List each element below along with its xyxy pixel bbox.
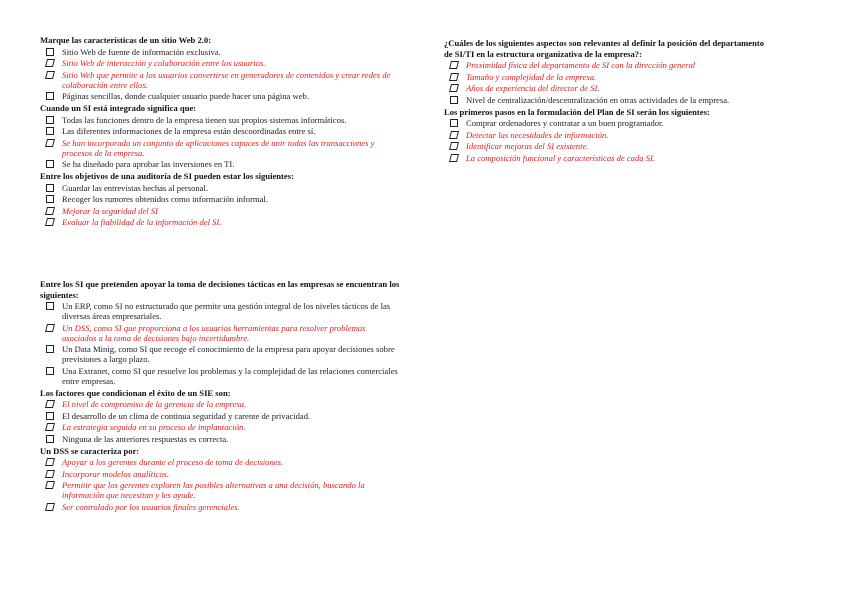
answer-option[interactable]	[444, 95, 774, 105]
checkbox-icon[interactable]	[45, 59, 55, 67]
answer-option[interactable]	[40, 206, 402, 216]
checkbox-icon[interactable]	[45, 470, 55, 478]
right-column	[444, 38, 774, 165]
checkbox-icon[interactable]	[46, 302, 54, 310]
checkbox-icon[interactable]	[46, 48, 54, 56]
option-text: Ser controlado por los usuarios finales gerenciales.	[62, 501, 240, 512]
checkbox-icon[interactable]	[46, 367, 54, 375]
question-block	[40, 35, 402, 101]
answer-option[interactable]	[444, 141, 774, 151]
checkbox-icon[interactable]	[449, 154, 459, 162]
answer-option[interactable]	[40, 217, 402, 227]
option-text: Sitio Web que permite a los usuarios convertirse en generadores de contenidos y crear redes de colaboración entre ellos.	[62, 69, 391, 90]
question-title: ¿Cuáles de los siguientes aspectos son relevantes al definir la posición del departamento de SI/TI en la estructura organizativa de la empresa?:	[444, 38, 765, 59]
option-text: Guardar las entrevistas hechas al personal.	[62, 182, 209, 193]
answer-option[interactable]	[40, 47, 402, 57]
answer-option[interactable]	[40, 399, 402, 409]
checkbox-icon[interactable]	[45, 218, 55, 226]
checkbox-icon[interactable]	[449, 84, 459, 92]
checkbox-icon[interactable]	[45, 139, 55, 147]
option-text: Se ha diseñado para aprobar las inversiones en TI.	[62, 159, 235, 169]
question-block	[40, 103, 402, 169]
checkbox-icon[interactable]	[46, 160, 54, 168]
option-text: Ninguna de las anteriores respuestas es correcta.	[62, 433, 229, 444]
question-title: Marque las características de un sitio Web 2.0:	[40, 35, 212, 45]
checkbox-icon[interactable]	[46, 127, 54, 135]
answer-option[interactable]	[444, 118, 774, 128]
answer-option[interactable]	[40, 411, 402, 421]
checkbox-icon[interactable]	[45, 503, 55, 511]
question-title: Los primeros pasos en la formulación del Plan de SI serán los siguientes:	[444, 106, 710, 117]
answer-option[interactable]	[444, 153, 774, 163]
option-text: Años de experiencia del director de SI.	[466, 83, 600, 93]
checkbox-icon[interactable]	[46, 184, 54, 192]
answer-option[interactable]	[40, 183, 402, 193]
left-top-column	[40, 35, 402, 229]
answer-option[interactable]	[40, 138, 402, 158]
checkbox-icon[interactable]	[45, 423, 55, 431]
option-text: Recoger los rumores obtenidos como información informal.	[62, 194, 268, 204]
option-text: Tamaño y complejidad de la empresa.	[466, 71, 597, 82]
answer-option[interactable]	[40, 58, 402, 68]
option-text: Las diferentes informaciones de la empresa están descoordinadas entre sí.	[62, 126, 316, 136]
option-text: Detectar las necesidades de información.	[466, 129, 609, 140]
answer-option[interactable]	[40, 70, 402, 90]
option-text: La composición funcional y características de cada SI.	[466, 152, 656, 163]
checkbox-icon[interactable]	[449, 131, 459, 139]
option-text: Una Extranet, como SI que resuelve los problemas y la complejidad de las relaciones comerciales entre empresas.	[62, 365, 398, 386]
checkbox-icon[interactable]	[449, 142, 459, 150]
answer-option[interactable]	[40, 434, 402, 444]
answer-option[interactable]	[40, 344, 402, 364]
question-block	[40, 446, 402, 512]
answer-option[interactable]	[40, 115, 402, 125]
option-text: Un ERP, como SI no estructurado que permite una gestión integral de los niveles tácticos de las diversas áreas empresariales.	[62, 301, 391, 321]
question-block	[444, 38, 774, 105]
left-bottom-column	[40, 279, 402, 514]
option-text: Identificar mejoras del SI existente.	[466, 141, 589, 151]
answer-option[interactable]	[40, 194, 402, 204]
checkbox-icon[interactable]	[449, 61, 459, 69]
option-text: Sitio Web de fuente de información exclusiva.	[62, 46, 221, 57]
checkbox-icon[interactable]	[449, 73, 459, 81]
checkbox-icon[interactable]	[46, 195, 54, 203]
question-block	[444, 107, 774, 163]
answer-option[interactable]	[40, 323, 402, 343]
checkbox-icon[interactable]	[46, 345, 54, 353]
checkbox-icon[interactable]	[46, 435, 54, 443]
checkbox-icon[interactable]	[45, 400, 55, 408]
checkbox-icon[interactable]	[46, 412, 54, 420]
answer-option[interactable]	[40, 469, 402, 479]
option-text: Mejorar la seguridad del SI	[62, 205, 158, 216]
answer-option[interactable]	[40, 480, 402, 500]
option-text: Páginas sencillas, donde cualquier usuario puede hacer una página web.	[62, 91, 309, 101]
option-text: Nivel de centralización/descentralización en otras actividades de la empresa.	[466, 94, 730, 105]
checkbox-icon[interactable]	[45, 207, 55, 215]
option-text: Comprar ordenadores y contratar a un buen programador.	[466, 118, 664, 128]
option-text: Todas las funciones dentro de la empresa tienen sus propios sistemas informáticos.	[62, 114, 347, 125]
checkbox-icon[interactable]	[450, 119, 458, 127]
answer-option[interactable]	[40, 301, 402, 321]
question-title: Un DSS se caracteriza por:	[40, 445, 140, 456]
answer-option[interactable]	[40, 422, 402, 432]
answer-option[interactable]	[40, 91, 402, 101]
checkbox-icon[interactable]	[45, 324, 55, 332]
option-text: Un DSS, como SI que proporciona a los usuarios herramientas para resolver problemas asociados a la toma de decisiones bajo incertidumbre.	[62, 322, 366, 343]
option-text: Se han incorporado un conjunto de aplicaciones capaces de unir todas las transacciones y procesos de la empresa.	[62, 137, 375, 158]
answer-option[interactable]	[40, 159, 402, 169]
question-title: Cuando un SI está integrado significa que:	[40, 103, 197, 113]
question-title: Entre los objetivos de una auditoría de SI pueden estar los siguientes:	[40, 171, 294, 181]
option-text: Apoyar a los gerentes durante el proceso de toma de decisiones.	[62, 457, 284, 467]
answer-option[interactable]	[40, 502, 402, 512]
answer-option[interactable]	[40, 366, 402, 386]
option-text: Sitio Web de interacción y colaboración entre los usuarios.	[62, 58, 266, 68]
option-text: Evaluar la fiabilidad de la información del SI.	[62, 217, 222, 227]
checkbox-icon[interactable]	[45, 481, 55, 489]
question-block	[40, 279, 402, 386]
answer-option[interactable]	[444, 130, 774, 140]
option-text: Permitir que los gerentes exploren las posibles alternativas a una decisión, buscando la información que necesitan y les ayude.	[62, 480, 365, 500]
answer-option[interactable]	[40, 457, 402, 467]
checkbox-icon[interactable]	[45, 71, 55, 79]
answer-option[interactable]	[444, 83, 774, 93]
question-block	[40, 171, 402, 227]
checkbox-icon[interactable]	[46, 92, 54, 100]
question-title: Los factores que condicionan el éxito de un SIE son:	[40, 387, 231, 398]
option-text: El nivel de compromiso de la gerencia de la empresa.	[62, 399, 247, 409]
checkbox-icon[interactable]	[45, 458, 55, 466]
question-title: Entre los SI que pretenden apoyar la toma de decisiones tácticas en las empresas se encuentran los siguientes:	[40, 279, 400, 300]
answer-option[interactable]	[40, 126, 402, 136]
question-block	[40, 388, 402, 444]
answer-option[interactable]	[444, 60, 774, 70]
option-text: La estrategia seguida en su proceso de implantación.	[62, 422, 246, 432]
checkbox-icon[interactable]	[46, 116, 54, 124]
answer-option[interactable]	[444, 72, 774, 82]
checkbox-icon[interactable]	[450, 96, 458, 104]
option-text: Proximidad física del departamento de SI con la dirección general	[466, 60, 696, 70]
option-text: Incorporar modelos analíticos.	[62, 468, 170, 479]
option-text: Un Data Minig, como SI que recoge el conocimiento de la empresa para apoyar decisiones sobre previsiones a largo plazo.	[62, 344, 395, 364]
option-text: El desarrollo de un clima de continua seguridad y carente de privacidad.	[62, 410, 311, 421]
